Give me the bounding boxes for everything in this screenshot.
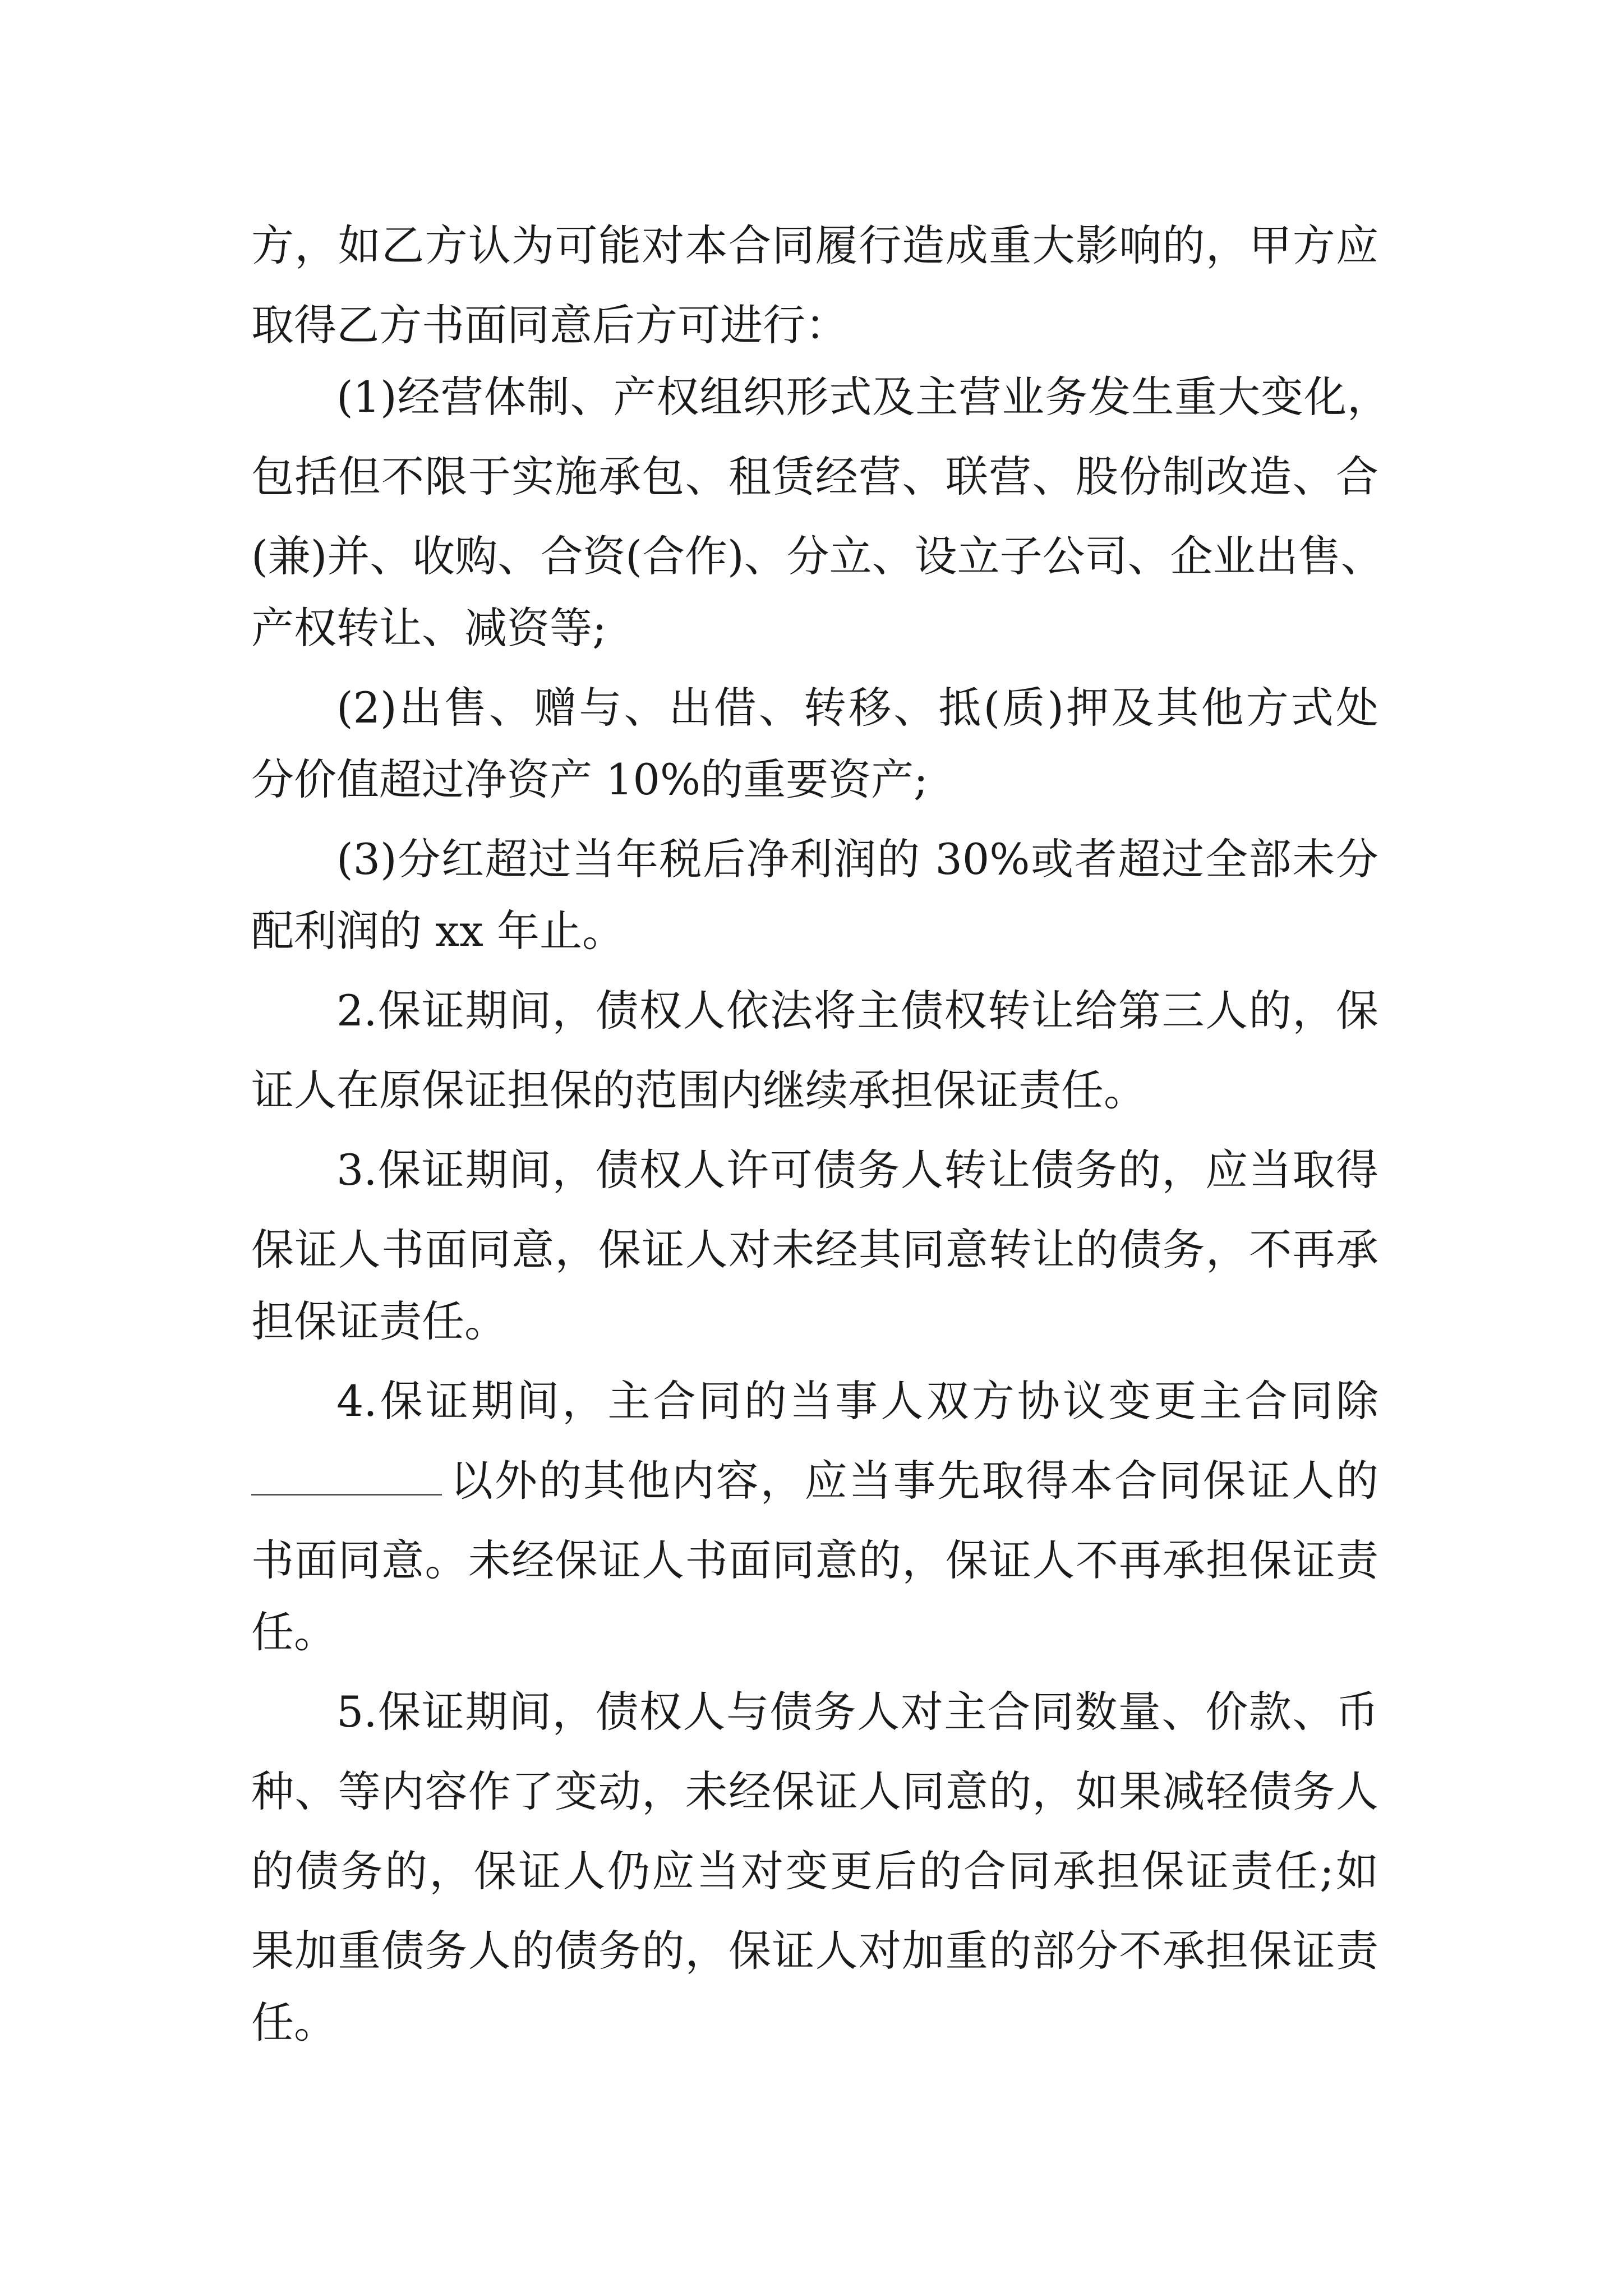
- text-line: 的债务的，保证人仍应当对变更后的合同承担保证责任;如: [251, 1846, 1378, 1896]
- text-line: (1)经营体制、产权组织形式及主营业务发生重大变化，: [336, 372, 1390, 422]
- text-line: 果加重债务人的债务的，保证人对加重的部分不承担保证责: [251, 1926, 1378, 1976]
- text-line: 种、等内容作了变动，未经保证人同意的，如果减轻债务人: [251, 1766, 1378, 1816]
- fill-in-blank[interactable]: [251, 1492, 442, 1496]
- text-line: (2)出售、赠与、出借、转移、抵(质)押及其他方式处: [336, 683, 1378, 733]
- text-line: 证人在原保证担保的范围内继续承担保证责任。: [251, 1065, 1146, 1115]
- text-line: 4.保证期间，主合同的当事人双方协议变更主合同除: [336, 1376, 1378, 1426]
- text-line-with-blank: [251, 1453, 1378, 1509]
- text-line: 5.保证期间，债权人与债务人对主合同数量、价款、币: [336, 1687, 1378, 1737]
- text-line: 3.保证期间，债权人许可债务人转让债务的，应当取得: [336, 1145, 1378, 1195]
- text-line: 任。: [251, 1998, 336, 2047]
- text-line: 方，如乙方认为可能对本合同履行造成重大影响的，甲方应: [251, 220, 1378, 270]
- text-line: (3)分红超过当年税后净利润的 30%或者超过全部未分: [336, 834, 1378, 884]
- text-line: 保证人书面同意，保证人对未经其同意转让的债务，不再承: [251, 1225, 1378, 1274]
- text-line: (兼)并、收购、合资(合作)、分立、设立子公司、企业出售、: [251, 531, 1384, 581]
- text-line: 包括但不限于实施承包、租赁经营、联营、股份制改造、合: [251, 452, 1378, 501]
- text-fragment: 以外的其他内容，应当事先取得本合同保证人的: [449, 1456, 1378, 1506]
- text-line: 配利润的 xx 年止。: [251, 906, 625, 956]
- text-line: 分价值超过净资产 10%的重要资产;: [251, 754, 928, 804]
- text-line: 书面同意。未经保证人书面同意的，保证人不再承担保证责: [251, 1535, 1378, 1585]
- text-line: 任。: [251, 1607, 336, 1657]
- text-line: 担保证责任。: [251, 1296, 507, 1346]
- text-line: 取得乙方书面同意后方可进行：: [251, 300, 848, 350]
- text-line: 产权转让、减资等;: [251, 603, 607, 653]
- text-line: 2.保证期间，债权人依法将主债权转让给第三人的，保: [336, 986, 1378, 1036]
